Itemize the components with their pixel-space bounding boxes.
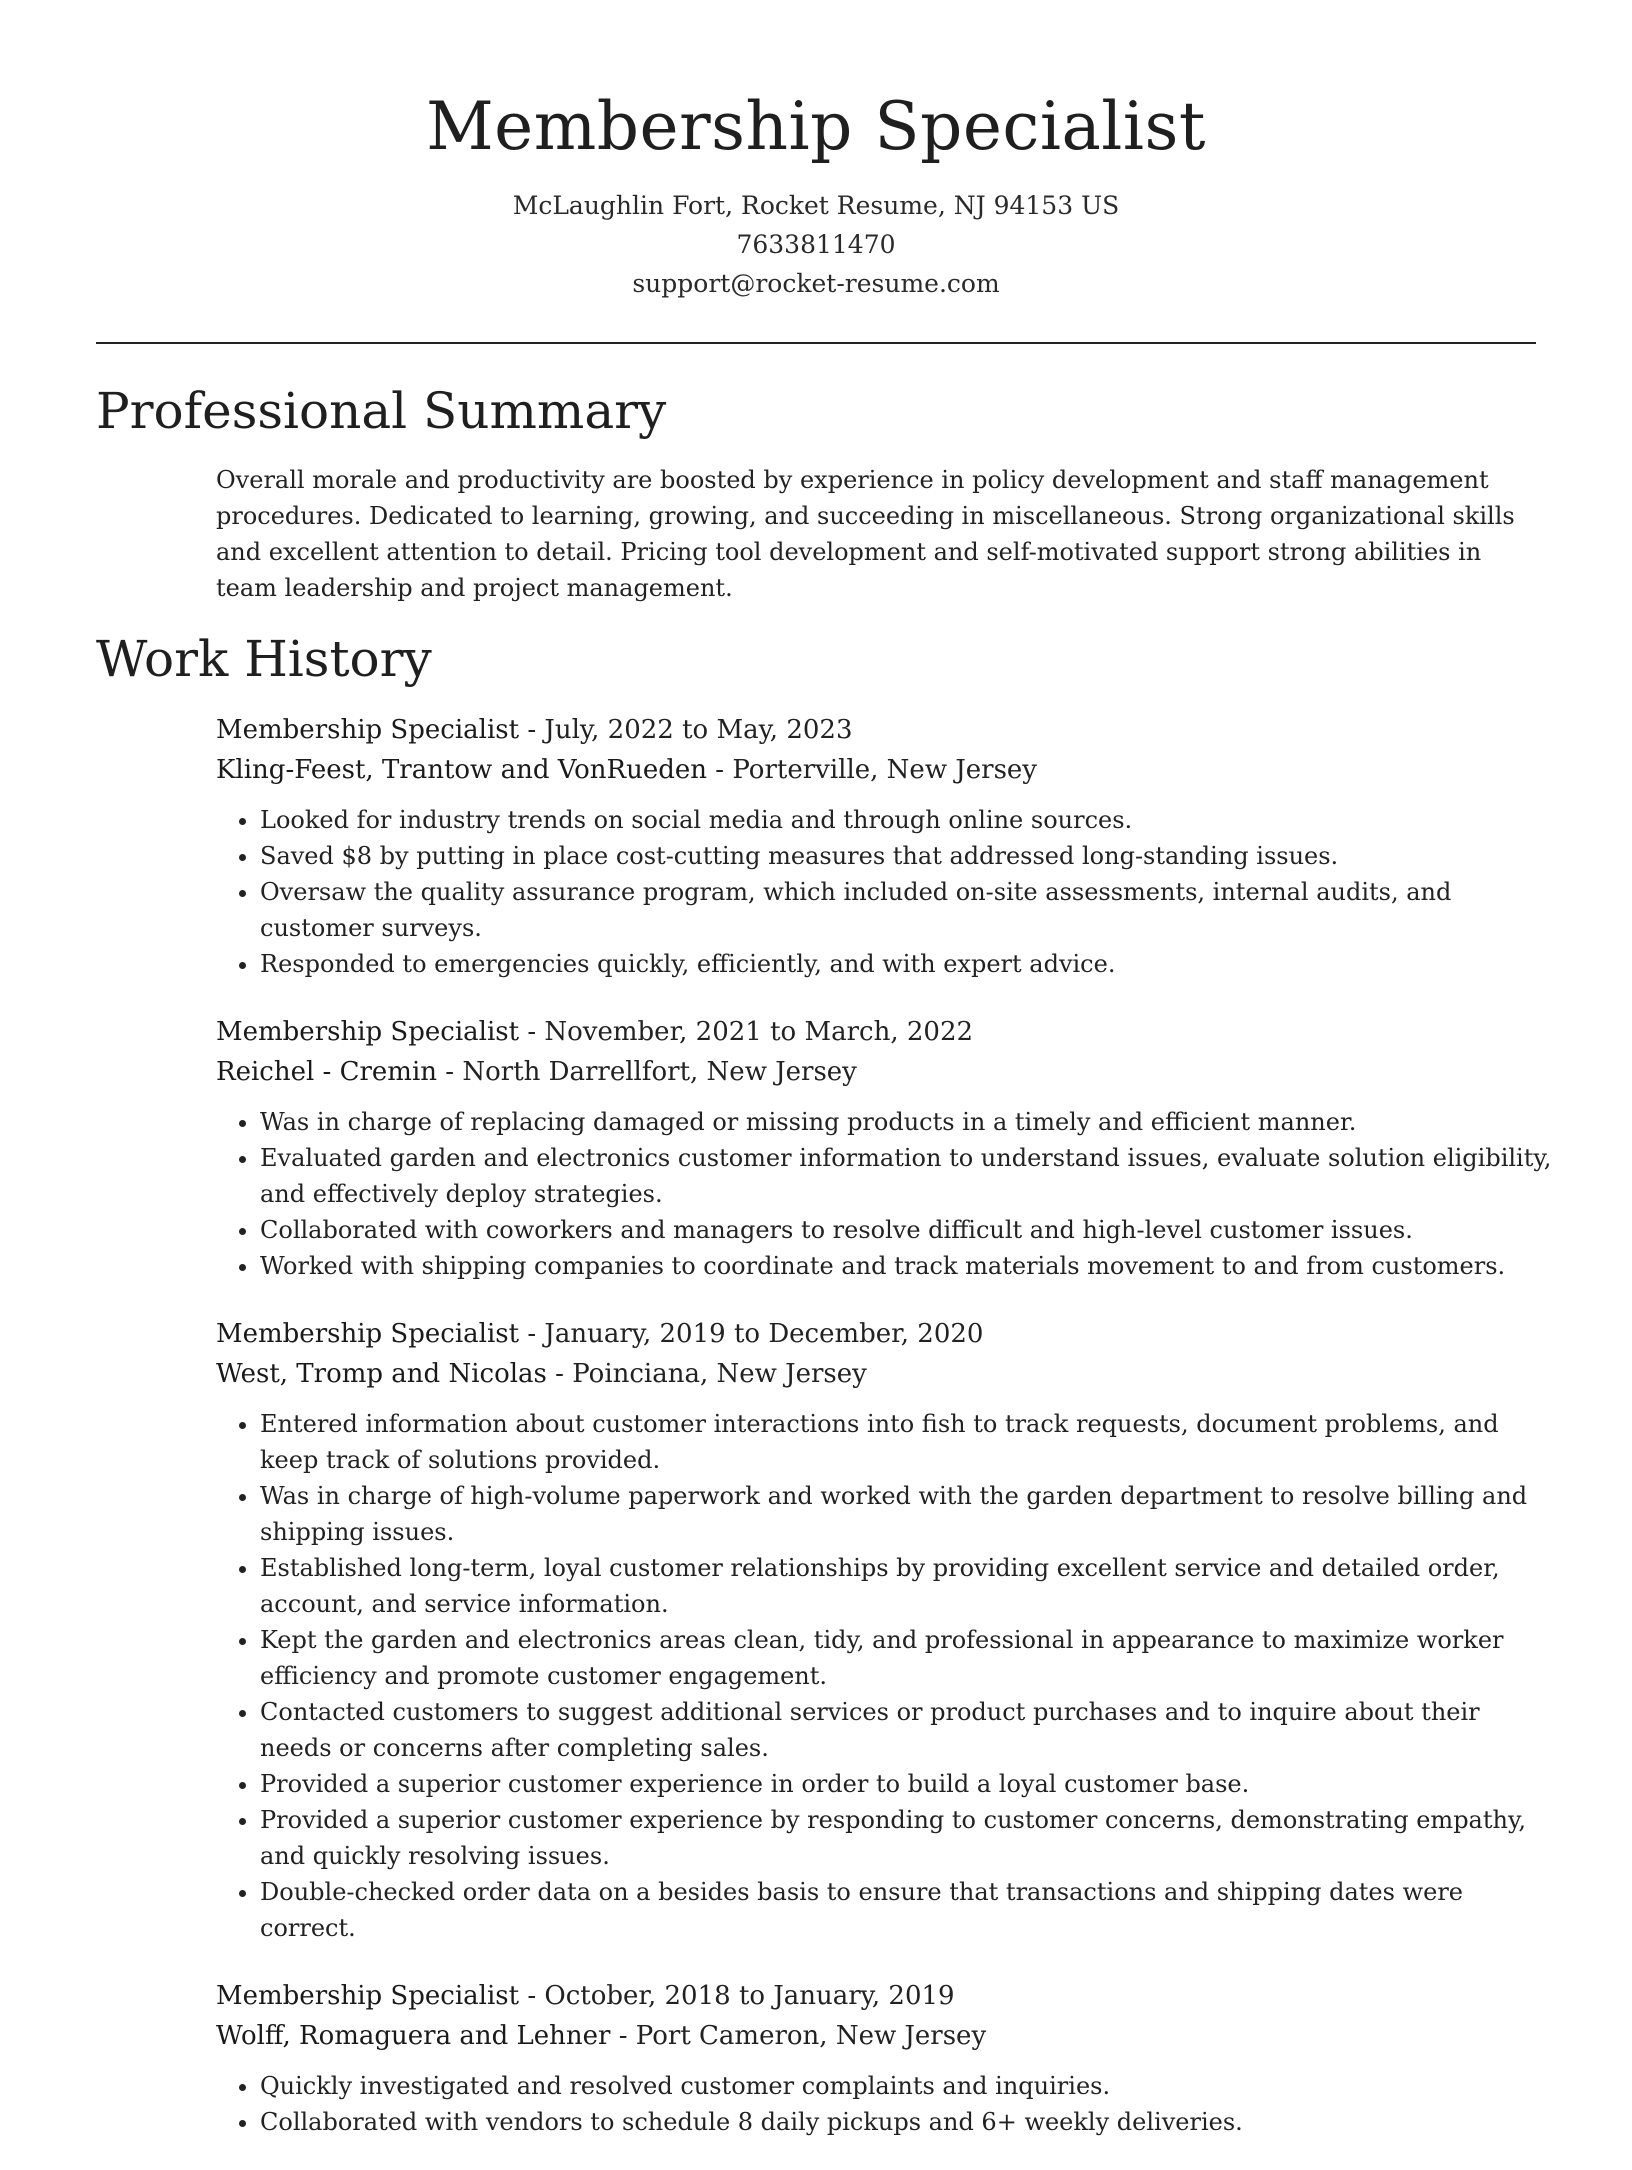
bullet-item: • Kept the garden and electronics areas clean, tidy, and professional in appearance to maximize worker efficiency and promote customer engagement. [260, 1622, 1556, 1694]
bullet-item: • Established long-term, loyal customer relationships by providing excellent service and detailed order, account, and service information. [260, 1550, 1556, 1622]
candidate-name: Membership Specialist [426, 88, 1206, 165]
bullet-item: • Collaborated with vendors to schedule 8 daily pickups and 6+ weekly deliveries. [260, 2104, 1556, 2140]
job-company-line: Wolff, Romaguera and Lehner - Port Cameron, New Jersey [216, 2021, 987, 2051]
job-entry [216, 1314, 1556, 1946]
job-title-line: Membership Specialist - July, 2022 to May, 2023 [216, 715, 853, 745]
bullet-item: • Evaluated garden and electronics customer information to understand issues, evaluate solution eligibility, and effectively deploy strategies. [260, 1140, 1556, 1212]
bullet-item: • Looked for industry trends on social media and through online sources. [260, 802, 1556, 838]
bullet-item: • Was in charge of high-volume paperwork and worked with the garden department to resolve billing and shipping issues. [260, 1478, 1556, 1550]
job-entry [216, 1012, 1556, 1284]
work-history-heading: Work History [96, 630, 432, 688]
job-dates: November, 2021 to March, 2022 [544, 1017, 974, 1047]
job-bullets [216, 1104, 1556, 1284]
job-role: Membership Specialist [216, 1319, 520, 1349]
bullet-item: • Oversaw the quality assurance program, which included on-site assessments, internal audits, and customer surveys. [260, 874, 1556, 946]
job-bullets [216, 802, 1556, 982]
phone: 7633811470 [736, 230, 896, 259]
job-company-line: Reichel - Cremin - North Darrellfort, New Jersey [216, 1057, 857, 1087]
job-company-line: Kling-Feest, Trantow and VonRueden - Porterville, New Jersey [216, 755, 1037, 785]
address: McLaughlin Fort, Rocket Resume, NJ 94153 US [512, 191, 1120, 220]
bullet-item: • Was in charge of replacing damaged or missing products in a timely and efficient manner. [260, 1104, 1556, 1140]
bullet-item: • Double-checked order data on a besides basis to ensure that transactions and shipping dates were correct. [260, 1874, 1556, 1946]
bullet-item: • Saved $8 by putting in place cost-cutting measures that addressed long-standing issues. [260, 838, 1556, 874]
job-location: Port Cameron, New Jersey [635, 2021, 987, 2051]
job-title-line: Membership Specialist - January, 2019 to December, 2020 [216, 1319, 984, 1349]
job-company: Reichel - Cremin [216, 1057, 438, 1087]
bullet-item: • Responded to emergencies quickly, efficiently, and with expert advice. [260, 946, 1556, 982]
email: support@rocket-resume.com [632, 269, 1000, 298]
job-bullets [216, 1406, 1556, 1946]
bullet-item: • Provided a superior customer experience in order to build a loyal customer base. [260, 1766, 1556, 1802]
bullet-item: • Quickly investigated and resolved customer complaints and inquiries. [260, 2068, 1556, 2104]
bullet-item: • Worked with shipping companies to coordinate and track materials movement to and from customers. [260, 1248, 1556, 1284]
job-dates: July, 2022 to May, 2023 [544, 715, 853, 745]
bullet-item: • Collaborated with coworkers and managers to resolve difficult and high-level customer issues. [260, 1212, 1556, 1248]
job-company-line: West, Tromp and Nicolas - Poinciana, New Jersey [216, 1359, 867, 1389]
job-entry [216, 1976, 1556, 2140]
work-history-list [216, 710, 1556, 2170]
job-dates: January, 2019 to December, 2020 [544, 1319, 984, 1349]
job-role: Membership Specialist [216, 1017, 520, 1047]
job-company: West, Tromp and Nicolas [216, 1359, 547, 1389]
summary-heading: Professional Summary [96, 382, 667, 440]
job-company: Kling-Feest, Trantow and VonRueden [216, 755, 708, 785]
job-role: Membership Specialist [216, 1981, 520, 2011]
job-title-line: Membership Specialist - October, 2018 to January, 2019 [216, 1981, 955, 2011]
job-role: Membership Specialist [216, 715, 520, 745]
job-location: Porterville, New Jersey [732, 755, 1037, 785]
job-title-line: Membership Specialist - November, 2021 to March, 2022 [216, 1017, 974, 1047]
bullet-item: • Contacted customers to suggest additional services or product purchases and to inquire about their needs or concerns after completing sales. [260, 1694, 1556, 1766]
header-divider [96, 342, 1536, 344]
job-dates: October, 2018 to January, 2019 [544, 1981, 955, 2011]
bullet-item: • Entered information about customer interactions into fish to track requests, document problems, and keep track of solutions provided. [260, 1406, 1556, 1478]
contact-info [0, 186, 1632, 303]
job-location: North Darrellfort, New Jersey [462, 1057, 857, 1087]
bullet-item: • Provided a superior customer experience by responding to customer concerns, demonstrating empathy, and quickly resolving issues. [260, 1802, 1556, 1874]
summary-text: Overall morale and productivity are boosted by experience in policy development and staff management procedures. Dedicated to learning, growing, and succeeding in miscellaneous. Strong organizational skills and excellent attention to detail. Pricing tool development and self-motivated support strong abilities in team leadership and project management. [216, 466, 1515, 602]
job-bullets [216, 2068, 1556, 2140]
resume-header [0, 82, 1632, 303]
job-entry [216, 710, 1556, 982]
job-company: Wolff, Romaguera and Lehner [216, 2021, 611, 2051]
job-location: Poinciana, New Jersey [572, 1359, 867, 1389]
